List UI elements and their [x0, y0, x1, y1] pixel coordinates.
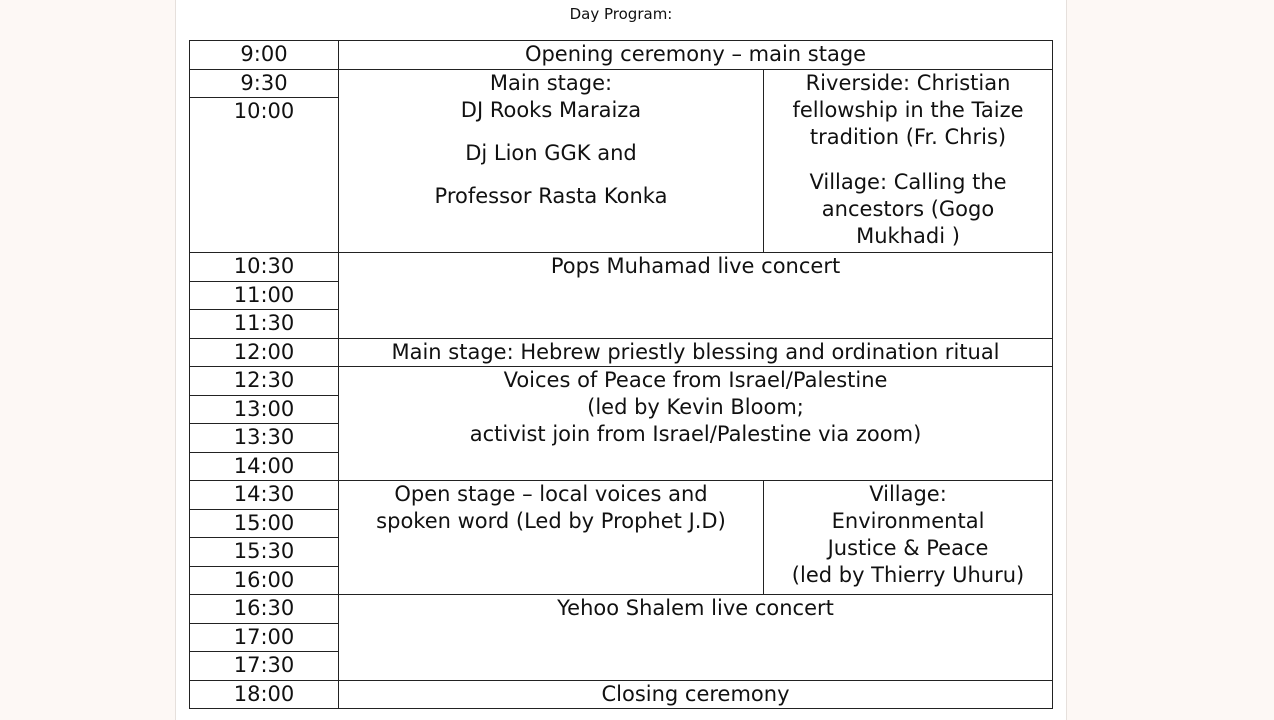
day-program-table	[189, 40, 1053, 709]
pops-muhamad-concert: Pops Muhamad live concert	[339, 253, 1053, 339]
time-cell: 17:30	[190, 652, 339, 681]
time-cell: 9:00	[190, 41, 339, 70]
village-env-line: Justice & Peace	[827, 536, 989, 560]
village-ancestors-line: ancestors (Gogo	[821, 196, 995, 221]
document-page	[175, 0, 1067, 720]
time-cell: 18:00	[190, 680, 339, 709]
opening-ceremony: Opening ceremony – main stage	[339, 41, 1053, 70]
table-row	[190, 680, 1053, 709]
time-cell: 12:00	[190, 338, 339, 367]
time-cell: 14:30	[190, 481, 339, 510]
yehoo-shalem-concert: Yehoo Shalem live concert	[339, 595, 1053, 681]
village-environment-session	[764, 481, 1053, 595]
riverside-line: Riverside: Christian	[805, 70, 1011, 95]
open-stage-line: spoken word (Led by Prophet J.D)	[376, 509, 726, 533]
table-row	[190, 41, 1053, 70]
main-stage-line: Professor Rasta Konka	[434, 183, 668, 208]
village-env-line: Village:	[869, 482, 947, 506]
village-ancestors-line: Village: Calling the	[809, 169, 1007, 194]
main-stage-line: Main stage:	[489, 70, 613, 95]
table-row	[190, 253, 1053, 282]
table-row	[190, 69, 1053, 98]
table-row	[190, 595, 1053, 624]
time-cell: 9:30	[190, 69, 339, 98]
open-stage-session	[339, 481, 764, 595]
village-env-line: (led by Thierry Uhuru)	[791, 563, 1025, 587]
voices-line: activist join from Israel/Palestine via zoom)	[469, 422, 922, 446]
table-row	[190, 367, 1053, 396]
time-cell: 11:00	[190, 281, 339, 310]
table-row	[190, 338, 1053, 367]
voices-line: Voices of Peace from Israel/Palestine	[503, 368, 888, 392]
table-row	[190, 481, 1053, 510]
time-cell: 16:30	[190, 595, 339, 624]
time-cell: 10:30	[190, 253, 339, 282]
main-stage-line: Dj Lion GGK and	[465, 140, 637, 165]
riverside-line: fellowship in the Taize	[792, 97, 1024, 122]
program-heading: Day Program:	[569, 5, 673, 23]
village-ancestors-line: Mukhadi )	[856, 223, 960, 248]
riverside-village-session	[764, 69, 1053, 253]
time-cell: 15:30	[190, 538, 339, 567]
open-stage-line: Open stage – local voices and	[394, 482, 708, 506]
time-cell: 13:30	[190, 424, 339, 453]
voices-line: (led by Kevin Bloom;	[587, 395, 804, 419]
village-env-line: Environmental	[831, 509, 985, 533]
closing-ceremony: Closing ceremony	[339, 680, 1053, 709]
main-stage-line: DJ Rooks Maraiza	[460, 97, 642, 122]
time-cell: 10:00	[190, 98, 339, 253]
time-cell: 12:30	[190, 367, 339, 396]
hebrew-blessing: Main stage: Hebrew priestly blessing and ordination ritual	[339, 338, 1053, 367]
time-cell: 14:00	[190, 452, 339, 481]
time-cell: 16:00	[190, 566, 339, 595]
main-stage-session	[339, 69, 764, 253]
time-cell: 13:00	[190, 395, 339, 424]
voices-of-peace	[339, 367, 1053, 481]
time-cell: 17:00	[190, 623, 339, 652]
time-cell: 15:00	[190, 509, 339, 538]
time-cell: 11:30	[190, 310, 339, 339]
riverside-line: tradition (Fr. Chris)	[809, 124, 1007, 149]
